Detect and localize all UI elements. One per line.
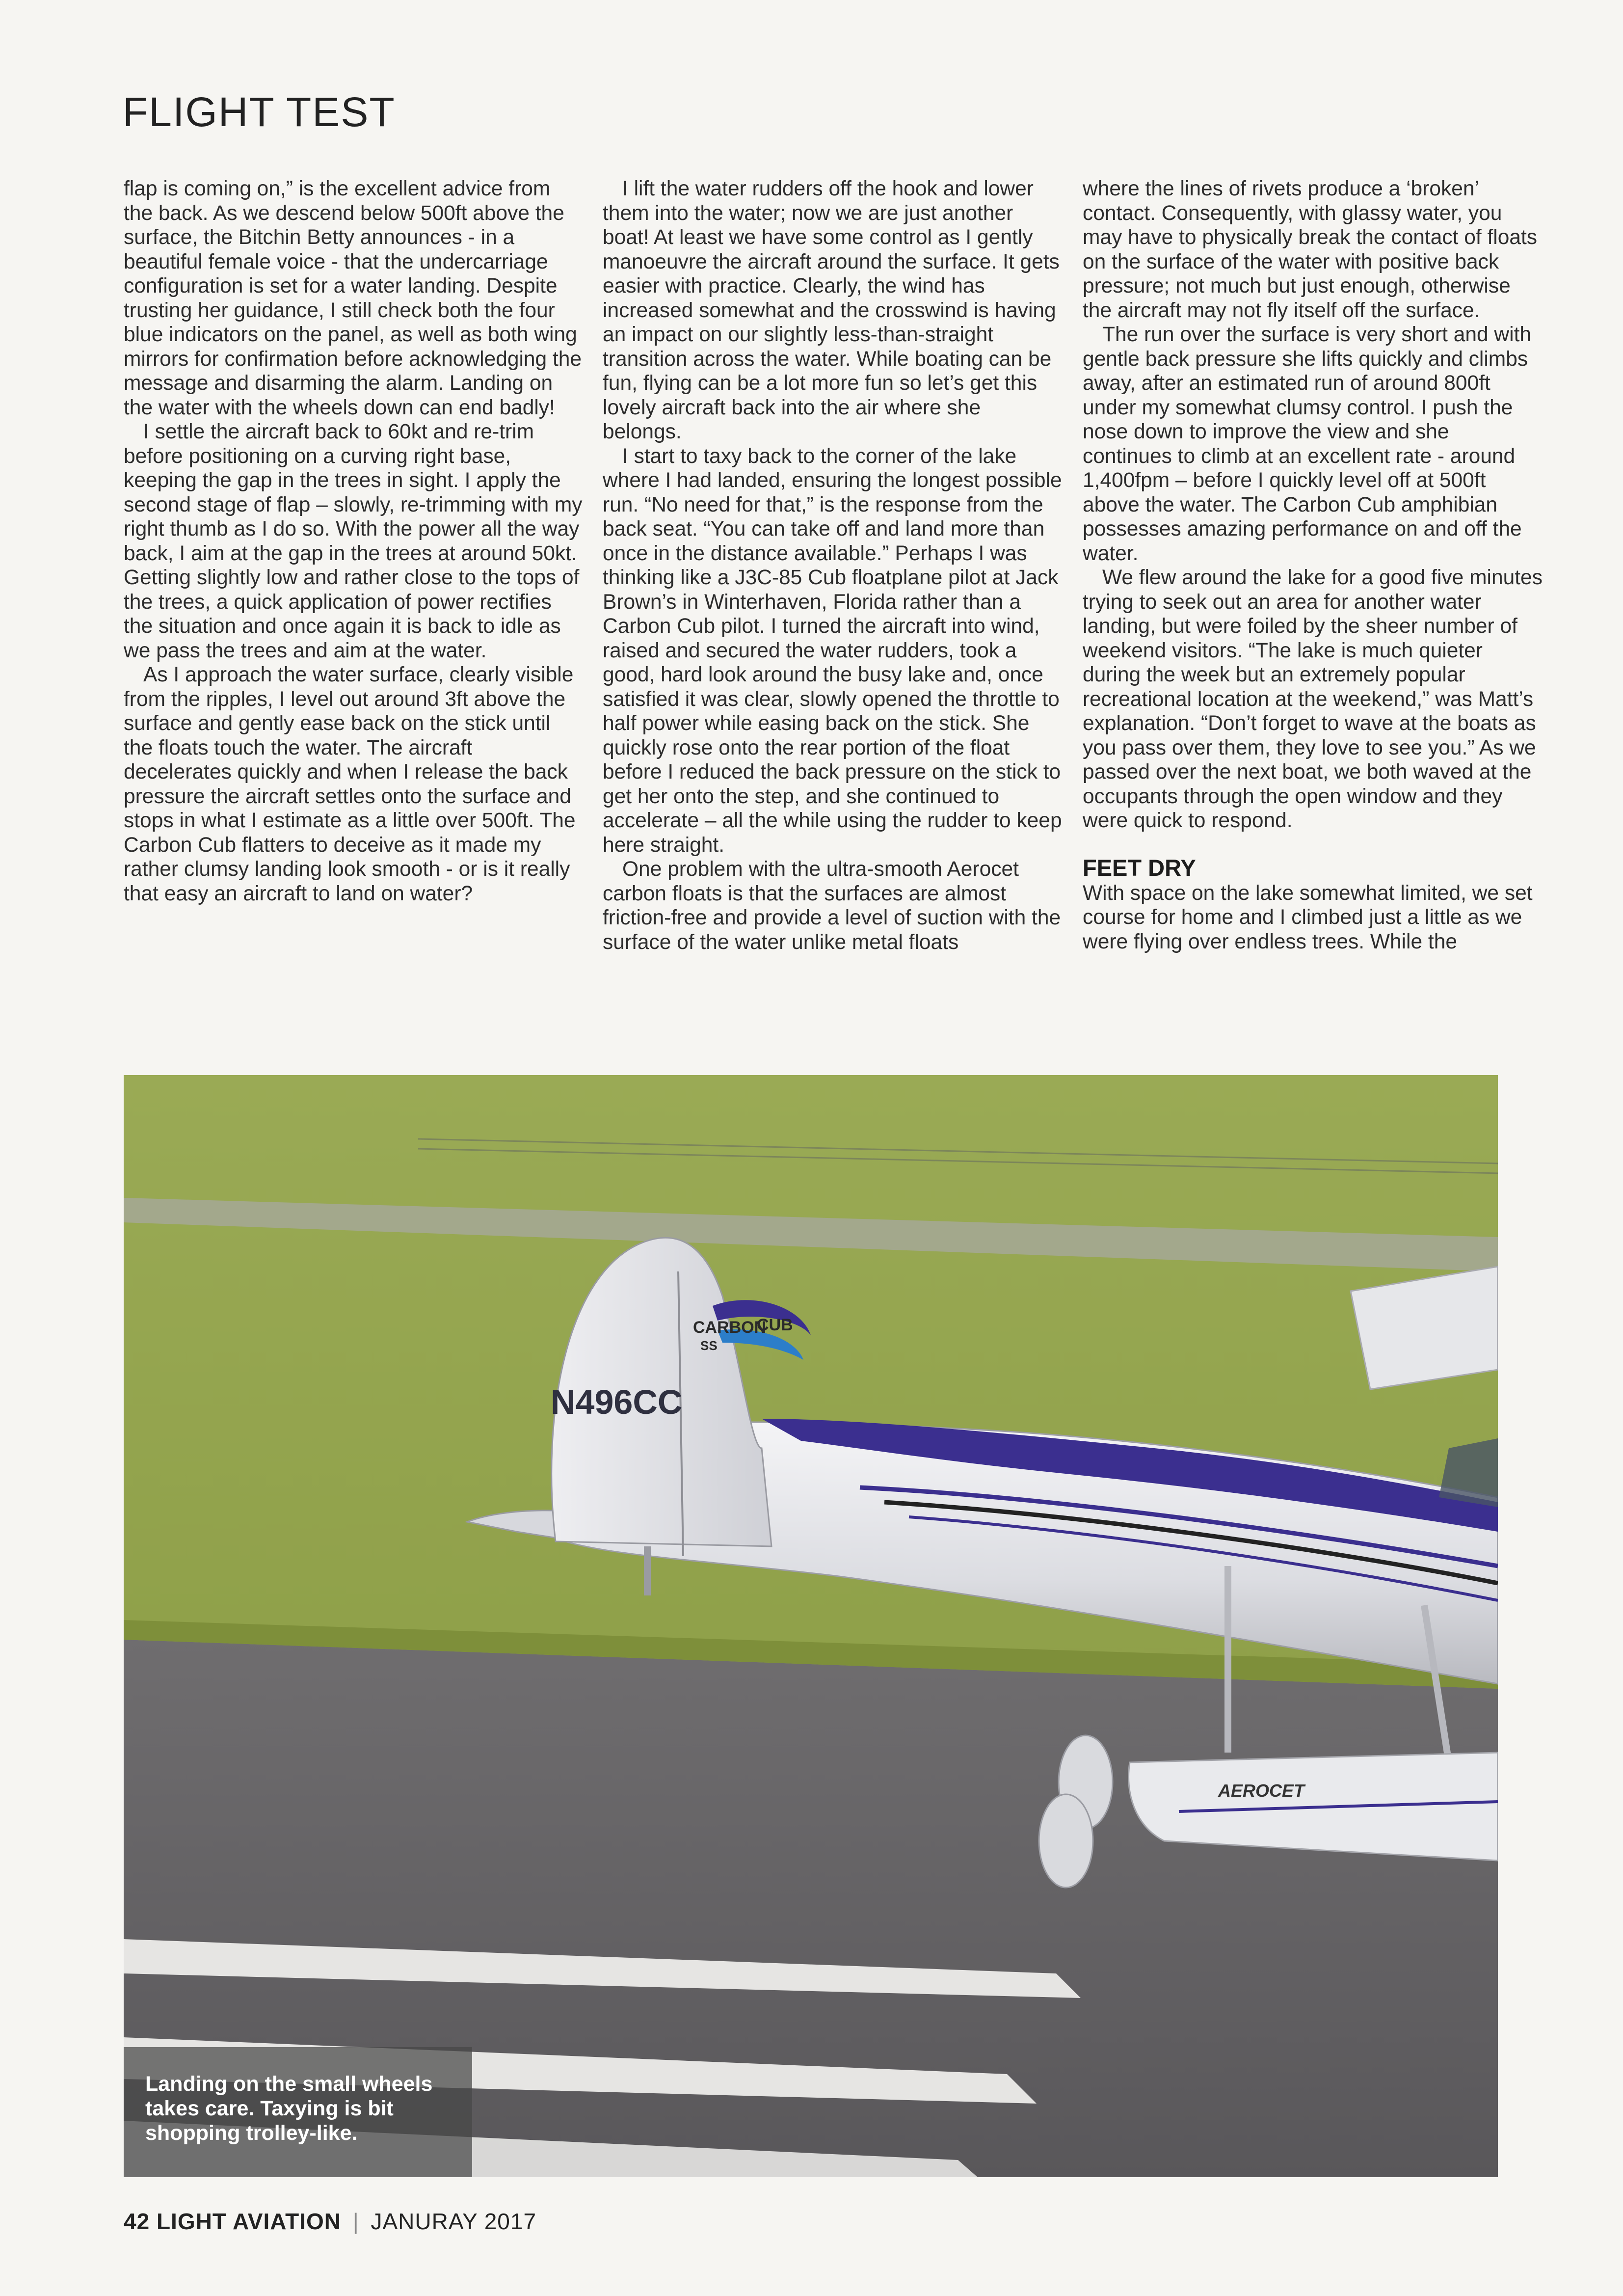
photo-caption [124,2047,472,2177]
caption-line: Landing on the small wheels [145,2072,433,2096]
tail-logo-model: SS [700,1338,718,1353]
section-title: FLIGHT TEST [123,89,396,135]
tail-logo-text: CARBON [693,1318,767,1337]
text-column-3 [1083,177,1544,954]
footer-separator: | [352,2209,359,2234]
paragraph: I lift the water rudders off the hook and lower them into the water; now we are just another boat! At least we have some control as I gently manoeuvre the aircraft around the surface. It gets easier with practice. Clearly, the wind has increased somewhat and the crosswind is having an impact on our slightly less-than-straight transition across the water. While boating can be fun, flying can be a lot more fun so let’s get this lovely aircraft back into the air where she belongs. [603,177,1060,443]
paragraph: We flew around the lake for a good five minutes trying to seek out an area for another water landing, but were foiled by the sheer number of weekend visitors. “The lake is much quieter during the week but an extremely popular recreational location at the weekend,” was Matt’s explanation. “Don’t forget to wave at the boats as you pass over them, they love to see you.” As we passed over the next boat, we both waved at the occupants through the open window and they were quick to respond. [1083,566,1543,832]
paragraph: The run over the surface is very short and with gentle back pressure she lifts quickly and climbs away, after an estimated run of around 800ft under my somewhat clumsy control. I push the nose down to improve the view and she continues to climb at an excellent rate - around 1,400fpm – before I quickly level off at 500ft above the water. The Carbon Cub amphibian possesses amazing performance on and off the water. [1083,323,1532,565]
float-brand: AEROCET [1218,1781,1305,1801]
paragraph: I settle the aircraft back to 60kt and re-trim before positioning on a curving right base, keeping the gap in the trees in sight. I apply the second stage of flap – slowly, re-trimming with my right thumb as I do so. With the power all the way back, I aim at the gap in the trees at around 50kt. Getting slightly low and rather close to the tops of the trees, a quick application of power rectifies the situation and once again it is back to idle as we pass the trees and aim at the water. [124,420,583,662]
text-column-2 [603,177,1064,954]
paragraph: I start to taxy back to the corner of the lake where I had landed, ensuring the longest possible run. “No need for that,” is the response from the back seat. “You can take off and land more than once in the distance available.” Perhaps I was thinking like a J3C-85 Cub floatplane pilot at Jack Brown’s in Winterhaven, Florida rather than a Carbon Cub pilot. I turned the aircraft into wind, raised and secured the water rudders, took a good, hard look around the busy lake and, once satisfied it was clear, slowly opened the throttle to half power while easing back on the stick. She quickly rose onto the rear portion of the float before I reduced the back pressure on the stick to get her onto the step, and she continued to accelerate – all the while using the rudder to keep here straight. [603,444,1062,857]
text-column-1 [124,177,585,906]
issue-date: JANURAY 2017 [371,2209,537,2234]
aircraft-photo [124,1075,1498,2177]
aircraft-illustration [124,1075,1498,2177]
paragraph: As I approach the water surface, clearly visible from the ripples, I level out around 3ft above the surface and gently ease back on the stick until the floats touch the water. The aircraft decelerates quickly and when I release the back pressure the aircraft settles onto the surface and stops in what I estimate as a little over 500ft. The Carbon Cub flatters to deceive as it made my rather clumsy landing look smooth - or is it really that easy an aircraft to land on water? [124,663,576,905]
caption-line: takes care. Taxying is bit [145,2097,394,2120]
caption-line: shopping trolley-like. [145,2121,358,2145]
registration-marking: N496CC [551,1383,683,1421]
page-footer [124,2208,536,2235]
paragraph: flap is coming on,” is the excellent advice from the back. As we descend below 500ft above the surface, the Bitchin Betty announces - in a beautiful female voice - that the undercarriage configuration is set for a water landing. Despite trusting her guidance, I still check both the four blue indicators on the panel, as well as both wing mirrors for confirmation before acknowledging the message and disarming the alarm. Landing on the water with the wheels down can end badly! [124,177,582,419]
subheading-feet-dry: FEET DRY [1083,854,1196,881]
paragraph: With space on the lake somewhat limited, we set course for home and I climbed just a little as we were flying over endless trees. While the [1083,881,1533,953]
tail-logo-cub: CUB [757,1316,793,1334]
page-number: 42 [124,2209,150,2234]
paragraph: One problem with the ultra-smooth Aerocet carbon floats is that the surfaces are almost friction-free and provide a level of suction with the surface of the water unlike metal floats [603,858,1061,954]
paragraph: where the lines of rivets produce a ‘broken’ contact. Consequently, with glassy water, you may have to physically break the contact of floats on the surface of the water with positive back pressure; not much but just enough, otherwise the aircraft may not fly itself off the surface. [1083,177,1538,322]
publication-name: LIGHT AVIATION [156,2209,341,2234]
tail-wheel-strut [644,1546,651,1595]
